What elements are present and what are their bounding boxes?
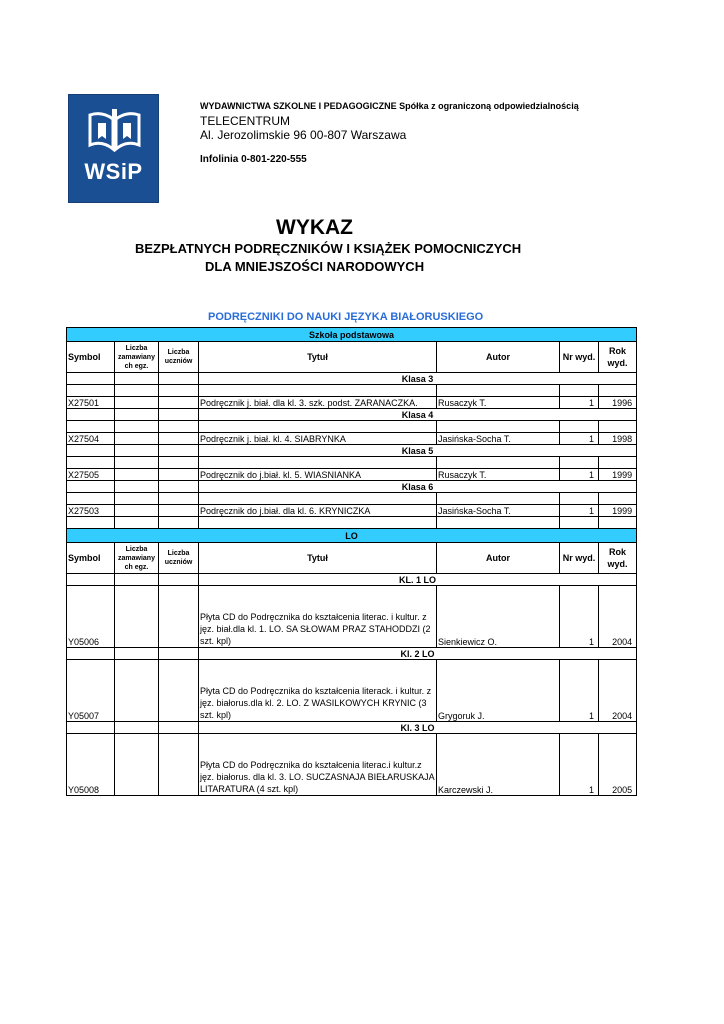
class-group-row [67, 722, 637, 734]
empty-cell [199, 493, 437, 505]
cell-title: Płyta CD do Podręcznika do kształcenia literack. i kultur. z jęz. białorus.dla kl. 2. LO. Z WASILKOWYCH KRYNIC (3 szt. kpl) [199, 660, 437, 722]
cell-year: 1999 [599, 505, 637, 517]
page-subtitle-1: BEZPŁATNYCH PODRĘCZNIKÓW I KSIĄŻEK POMOCNICZYCH [135, 241, 522, 256]
column-header-title: Tytuł [199, 342, 437, 373]
cell-ordered-input[interactable] [115, 660, 159, 722]
column-header-title: Tytuł [199, 543, 437, 574]
cell-author: Karczewski J. [437, 734, 560, 796]
cell-year: 2004 [599, 660, 637, 722]
cell-edition: 1 [560, 660, 599, 722]
empty-cell [560, 493, 599, 505]
cell-symbol: Y05007 [67, 660, 115, 722]
empty-cell [599, 493, 637, 505]
publisher-address: Al. Jerozolimskie 96 00-807 Warszawa [200, 128, 407, 142]
empty-cell [199, 517, 437, 529]
empty-cell [599, 421, 637, 433]
spacer-row [67, 517, 637, 529]
table-row [67, 586, 637, 648]
page-title: WYKAZ [276, 216, 353, 239]
cell-year: 1999 [599, 469, 637, 481]
empty-cell [115, 409, 159, 421]
class-group-label: Klasa 6 [199, 481, 637, 493]
cell-symbol: X27503 [67, 505, 115, 517]
column-header-ordered: Liczba zamawiany ch egz. [115, 342, 159, 373]
column-header-author: Autor [437, 342, 560, 373]
column-header-edition: Nr wyd. [560, 543, 599, 574]
book-emblem-icon [86, 109, 143, 155]
cell-edition: 1 [560, 586, 599, 648]
empty-cell [159, 493, 199, 505]
cell-author: Jasińska-Socha T. [437, 505, 560, 517]
cell-students-input[interactable] [159, 469, 199, 481]
column-header-year: Rok wyd. [599, 342, 637, 373]
cell-edition: 1 [560, 397, 599, 409]
cell-year: 2004 [599, 586, 637, 648]
empty-cell [67, 481, 115, 493]
cell-title: Podręcznik j. biał. dla kl. 3. szk. podst. ZARANACZKA. [199, 397, 437, 409]
column-header-year: Rok wyd. [599, 543, 637, 574]
cell-author: Rusaczyk T. [437, 397, 560, 409]
empty-cell [67, 648, 115, 660]
cell-students-input[interactable] [159, 505, 199, 517]
empty-cell [437, 457, 560, 469]
infolinia-phone: Infolinia 0-801-220-555 [200, 154, 307, 165]
table-row [67, 469, 637, 481]
empty-cell [115, 457, 159, 469]
column-header-students: Liczba uczniów [159, 342, 199, 373]
cell-author: Rusaczyk T. [437, 469, 560, 481]
empty-cell [67, 493, 115, 505]
cell-ordered-input[interactable] [115, 505, 159, 517]
cell-ordered-input[interactable] [115, 433, 159, 445]
lo-band-row [67, 529, 637, 543]
column-header-row [67, 342, 637, 373]
table-row [67, 433, 637, 445]
logo-text: WSiP [84, 159, 143, 184]
wsip-logo [68, 94, 159, 203]
empty-cell [560, 517, 599, 529]
class-group-row [67, 373, 637, 385]
empty-cell [199, 385, 437, 397]
empty-cell [67, 445, 115, 457]
empty-cell [67, 421, 115, 433]
cell-author: Grygoruk J. [437, 660, 560, 722]
empty-cell [599, 385, 637, 397]
cell-symbol: X27505 [67, 469, 115, 481]
school-section [67, 328, 637, 529]
cell-year: 1996 [599, 397, 637, 409]
cell-symbol: X27504 [67, 433, 115, 445]
cell-symbol: Y05008 [67, 734, 115, 796]
empty-cell [199, 457, 437, 469]
empty-cell [115, 421, 159, 433]
class-group-label: Kl. 3 LO [199, 722, 637, 734]
cell-title: Podręcznik j. biał. kl. 4. SIABRYNKA [199, 433, 437, 445]
school-band-row [67, 328, 637, 342]
empty-cell [159, 481, 199, 493]
empty-cell [115, 517, 159, 529]
table-row [67, 660, 637, 722]
empty-cell [115, 373, 159, 385]
empty-cell [560, 421, 599, 433]
cell-symbol: X27501 [67, 397, 115, 409]
class-group-label: Klasa 3 [199, 373, 637, 385]
column-header-edition: Nr wyd. [560, 342, 599, 373]
class-group-row [67, 648, 637, 660]
empty-cell [159, 457, 199, 469]
empty-cell [159, 574, 199, 586]
empty-cell [159, 421, 199, 433]
empty-cell [560, 385, 599, 397]
cell-title: Płyta CD do Podręcznika do kształcenia literac.i kultur.z jęz. białorus. dla kl. 3. LO. SUCZASNAJA BIEŁARUSKAJA LITARATURA (4 szt. kpl) [199, 734, 437, 796]
cell-edition: 1 [560, 505, 599, 517]
empty-cell [159, 517, 199, 529]
class-group-label: Klasa 4 [199, 409, 637, 421]
cell-edition: 1 [560, 734, 599, 796]
table-row [67, 505, 637, 517]
page-subtitle-2: DLA MNIEJSZOŚCI NARODOWYCH [205, 259, 425, 274]
school-band-label: Szkoła podstawowa [67, 328, 637, 342]
empty-cell [115, 648, 159, 660]
empty-cell [599, 517, 637, 529]
spacer-row [67, 457, 637, 469]
empty-cell [199, 421, 437, 433]
empty-cell [67, 385, 115, 397]
empty-cell [437, 517, 560, 529]
cell-symbol: Y05006 [67, 586, 115, 648]
cell-title: Płyta CD do Podręcznika do kształcenia literac. i kultur. z jęz. biał.dla kl. 1. LO. SA SŁOWAM PRAZ STAHODDZI (2 szt. kpl) [199, 586, 437, 648]
empty-cell [159, 648, 199, 660]
empty-cell [115, 385, 159, 397]
empty-cell [159, 445, 199, 457]
empty-cell [159, 385, 199, 397]
cell-students-input[interactable] [159, 586, 199, 648]
class-group-row [67, 409, 637, 421]
cell-students-input[interactable] [159, 433, 199, 445]
cell-title: Podręcznik do j.biał. dla kl. 6. KRYNICZKA [199, 505, 437, 517]
cell-students-input[interactable] [159, 660, 199, 722]
cell-students-input[interactable] [159, 734, 199, 796]
lo-section [67, 529, 637, 796]
spacer-row [67, 493, 637, 505]
empty-cell [67, 574, 115, 586]
empty-cell [115, 445, 159, 457]
spacer-row [67, 385, 637, 397]
table-row [67, 734, 637, 796]
empty-cell [115, 574, 159, 586]
empty-cell [437, 385, 560, 397]
publisher-name: WYDAWNICTWA SZKOLNE I PEDAGOGICZNE Spółka z ograniczoną odpowiedzialnością [200, 101, 579, 111]
cell-ordered-input[interactable] [115, 469, 159, 481]
empty-cell [67, 409, 115, 421]
empty-cell [159, 409, 199, 421]
table-row [67, 397, 637, 409]
column-header-symbol: Symbol [67, 342, 115, 373]
cell-year: 2005 [599, 734, 637, 796]
cell-author: Jasińska-Socha T. [437, 433, 560, 445]
class-group-label: Kl. 2 LO [199, 648, 637, 660]
class-group-row [67, 445, 637, 457]
empty-cell [67, 722, 115, 734]
class-group-row [67, 574, 637, 586]
empty-cell [115, 481, 159, 493]
cell-author: Sienkiewicz O. [437, 586, 560, 648]
class-group-label: KL. 1 LO [199, 574, 637, 586]
cell-edition: 1 [560, 469, 599, 481]
empty-cell [67, 457, 115, 469]
class-group-row [67, 481, 637, 493]
spacer-row [67, 421, 637, 433]
empty-cell [67, 517, 115, 529]
cell-students-input[interactable] [159, 397, 199, 409]
empty-cell [560, 457, 599, 469]
cell-ordered-input[interactable] [115, 586, 159, 648]
cell-year: 1998 [599, 433, 637, 445]
column-header-students: Liczba uczniów [159, 543, 199, 574]
cell-edition: 1 [560, 433, 599, 445]
empty-cell [115, 493, 159, 505]
empty-cell [437, 421, 560, 433]
column-header-author: Autor [437, 543, 560, 574]
lo-band-label: LO [67, 529, 637, 543]
cell-ordered-input[interactable] [115, 734, 159, 796]
textbook-table [66, 327, 637, 796]
empty-cell [159, 722, 199, 734]
class-group-label: Klasa 5 [199, 445, 637, 457]
empty-cell [437, 493, 560, 505]
cell-title: Podręcznik do j.biał. kl. 5. WIASNIANKA [199, 469, 437, 481]
column-header-ordered: Liczba zamawiany ch egz. [115, 543, 159, 574]
empty-cell [599, 457, 637, 469]
column-header-symbol: Symbol [67, 543, 115, 574]
telecentrum-label: TELECENTRUM [200, 114, 291, 128]
column-header-row [67, 543, 637, 574]
cell-ordered-input[interactable] [115, 397, 159, 409]
empty-cell [115, 722, 159, 734]
empty-cell [159, 373, 199, 385]
section-title: PODRĘCZNIKI DO NAUKI JĘZYKA BIAŁORUSKIEGO [208, 311, 484, 323]
empty-cell [67, 373, 115, 385]
